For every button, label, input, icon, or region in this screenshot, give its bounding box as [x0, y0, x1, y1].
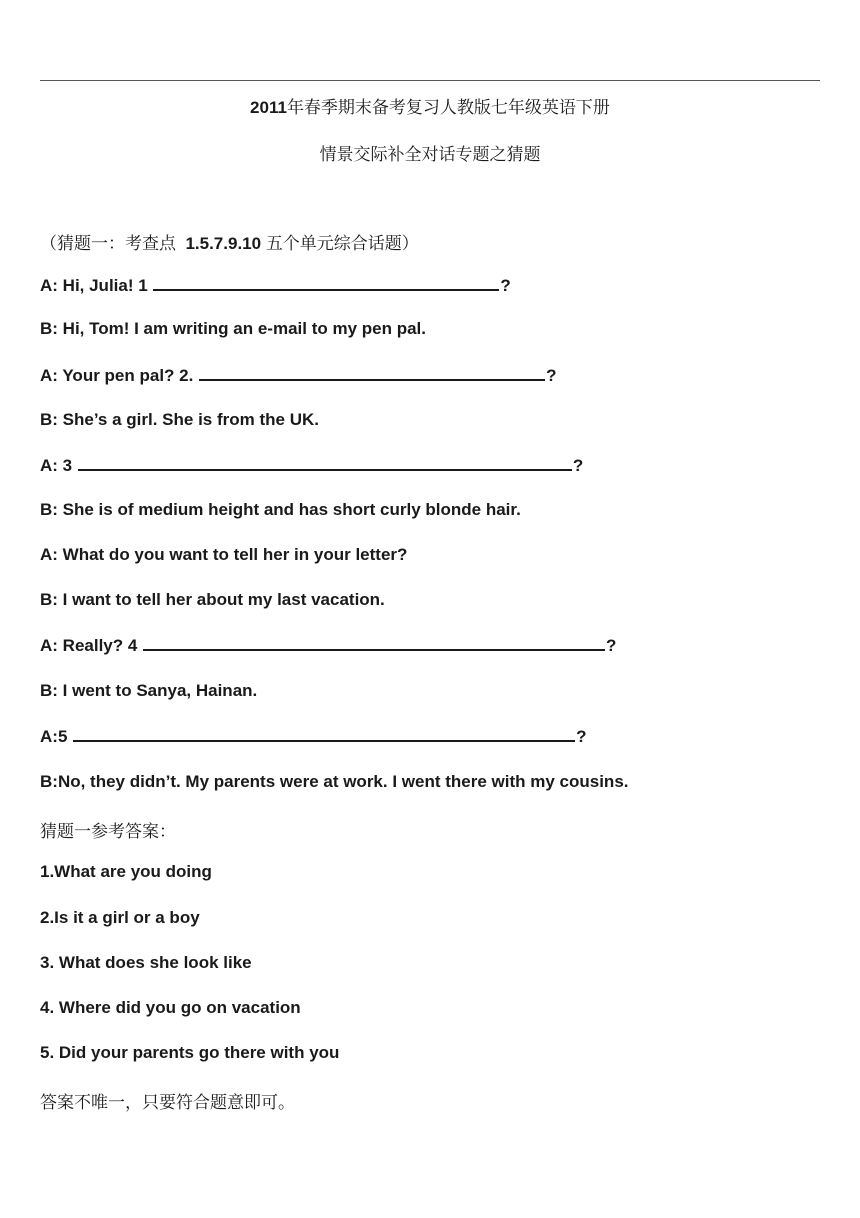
answer-item-2: 2.Is it a girl or a boy	[40, 908, 200, 927]
answer-blank-2	[199, 365, 545, 381]
question-mark: ?	[606, 636, 617, 655]
section-open: （猜题一：考查点	[40, 234, 176, 254]
dialogue-text: A: Really? 4	[40, 636, 143, 655]
dialogue-text: A: Hi, Julia! 1	[40, 276, 153, 295]
answer-blank-1	[153, 275, 499, 291]
dialogue-line-8: B: I want to tell her about my last vacation.	[40, 590, 385, 609]
answer-item-4: 4. Where did you go on vacation	[40, 998, 301, 1017]
dialogue-line-1	[40, 275, 511, 296]
section-close: 五个单元综合话题）	[265, 234, 419, 254]
question-mark: ?	[500, 276, 511, 295]
dialogue-line-10: B: I went to Sanya, Hainan.	[40, 681, 258, 700]
page-title	[0, 93, 860, 118]
question-mark: ?	[572, 456, 584, 475]
title-year: 2011	[250, 98, 287, 117]
header-rule	[40, 80, 820, 81]
page-subtitle: 情景交际补全对话专题之猜题	[319, 145, 541, 165]
dialogue-line-7: A: What do you want to tell her in your letter?	[40, 545, 408, 564]
answer-item-3: 3. What does she look like	[40, 953, 252, 972]
dialogue-line-6: B: She is of medium height and has short curly blonde hair.	[40, 500, 521, 519]
title-text: 年春季期末备考复习人教版七年级英语下册	[286, 98, 610, 118]
answer-item-1: 1.What are you doing	[40, 862, 212, 881]
answers-heading: 猜题一参考答案：	[40, 822, 176, 842]
answer-blank-5	[73, 726, 575, 742]
dialogue-text: A: 3	[40, 456, 77, 475]
dialogue-text: A:5	[40, 727, 73, 746]
dialogue-line-5	[40, 455, 583, 476]
question-mark: ?	[576, 727, 587, 746]
answers-note: 答案不唯一，只要符合题意即可。	[40, 1093, 295, 1113]
section-units: 1.5.7.9.10	[185, 234, 262, 253]
section-heading	[40, 229, 419, 254]
dialogue-line-11	[40, 726, 587, 747]
answer-item-5: 5. Did your parents go there with you	[40, 1043, 340, 1062]
answer-blank-4	[143, 635, 605, 651]
question-mark: ?	[546, 366, 557, 385]
dialogue-line-4: B: She’s a girl. She is from the UK.	[40, 410, 319, 429]
dialogue-line-2: B: Hi, Tom! I am writing an e-mail to my pen pal.	[40, 319, 427, 338]
dialogue-line-12: B:No, they didn’t. My parents were at work. I went there with my cousins.	[40, 772, 629, 791]
answer-blank-3	[78, 455, 572, 471]
dialogue-text: A: Your pen pal? 2.	[40, 366, 199, 385]
dialogue-line-3	[40, 365, 556, 386]
dialogue-line-9	[40, 635, 616, 656]
